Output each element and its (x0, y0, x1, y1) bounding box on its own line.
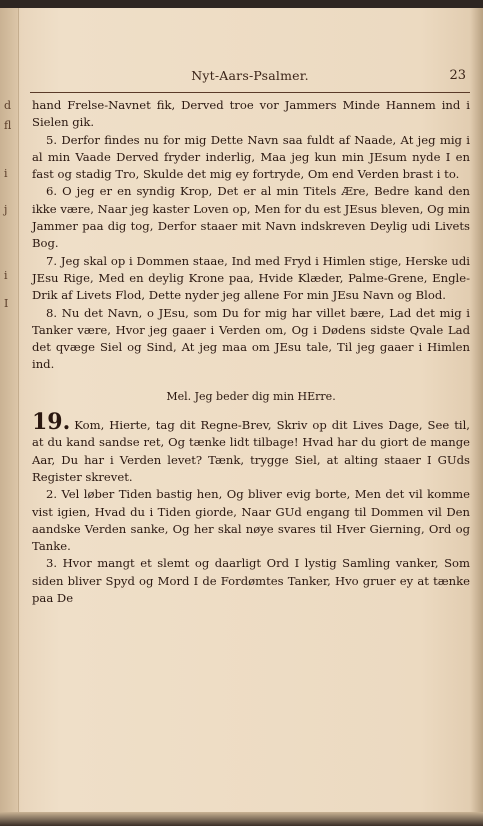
melody-line: Mel. Jeg beder dig min HErre. (166, 389, 336, 403)
margin-mark: d (4, 99, 12, 112)
page-bottom-edge (0, 812, 483, 826)
header-rule (30, 92, 470, 93)
page-header (30, 62, 470, 90)
hymn-19-verse-3: 3. Hvor mangt et slemt og daarligt Ord I lystig Samling vanker, Som siden bliver Spyd og Mord I de Fordømtes Tanker, Hvo gruer ey at tænke paa De (32, 556, 470, 606)
verse-5: 5. Derfor findes nu for mig Dette Navn saa fuldt af Naade, At jeg mig i al min Vaade Derved fryder inderlig, Maa jeg kun min JEsum nyde I en fast og stadig Tro, Skulde det mig ey fortryde, Om end Verden brast i to. (32, 132, 470, 182)
verse-continuation: hand Frelse-Navnet fik, Derved troe vor Jammers Minde Hannem ind i Sielen gik. (32, 98, 470, 130)
hymn-number: 19. (32, 409, 71, 436)
verse-6: 6. O jeg er en syndig Krop, Det er al min Titels Ære, Bedre kand den ikke være, Naar jeg kaster Loven op, Men for du est JEsus bleven, Og min Jammer paa dig tog, Derfor staaer mit Navn indskreven Deylig udi Livets Bog. (32, 184, 470, 251)
running-title: Nyt-Aars-Psalmer. (191, 68, 309, 83)
verse-8: 8. Nu det Navn, o JEsu, som Du for mig har villet bære, Lad det mig i Tanker være, Hvor jeg gaaer i Verden om, Og i Dødens sidste Qvale Lad det qvæge Siel og Sind, At jeg maa om JEsu tale, Til jeg gaaer i Himlen ind. (32, 305, 470, 372)
left-margin-strip (0, 8, 19, 816)
margin-mark: i (4, 269, 8, 282)
page-top-edge (0, 0, 483, 8)
margin-mark: I (4, 297, 9, 310)
hymn-19-verse-1 (32, 409, 470, 486)
margin-mark: ﬂ (4, 119, 12, 132)
margin-mark: j (4, 203, 8, 216)
margin-mark: i (4, 167, 8, 180)
hymn-19-first-text: Kom, Hierte, tag dit Regne-Brev, Skriv op dit Lives Dage, See til, at du kand sandse ret, Og tænke lidt tilbage! Hvad har du giort de mange Aar, Du har i Verden levet? Tænk, trygge Siel, at alting staaer I GUds Register skrevet. (32, 418, 470, 484)
body-text (32, 97, 470, 607)
verse-7: 7. Jeg skal op i Dommen staae, Ind med Fryd i Himlen stige, Herske udi JEsu Rige, Med en deylig Krone paa, Hvide Klæder, Palme-Grene, Engle-Drik af Livets Flod, Dette nyder jeg allene For min JEsu Navn og Blod. (32, 253, 470, 303)
hymn-19-verse-2: 2. Vel løber Tiden bastig hen, Og bliver evig borte, Men det vil komme vist igien, Hvad du i Tiden giorde, Naar GUd engang til Dommen vil Den aandske Verden sanke, Og her skal nøye svares til Hver Gierning, Ord og Tanke. (32, 487, 470, 554)
page-number: 23 (449, 68, 466, 83)
